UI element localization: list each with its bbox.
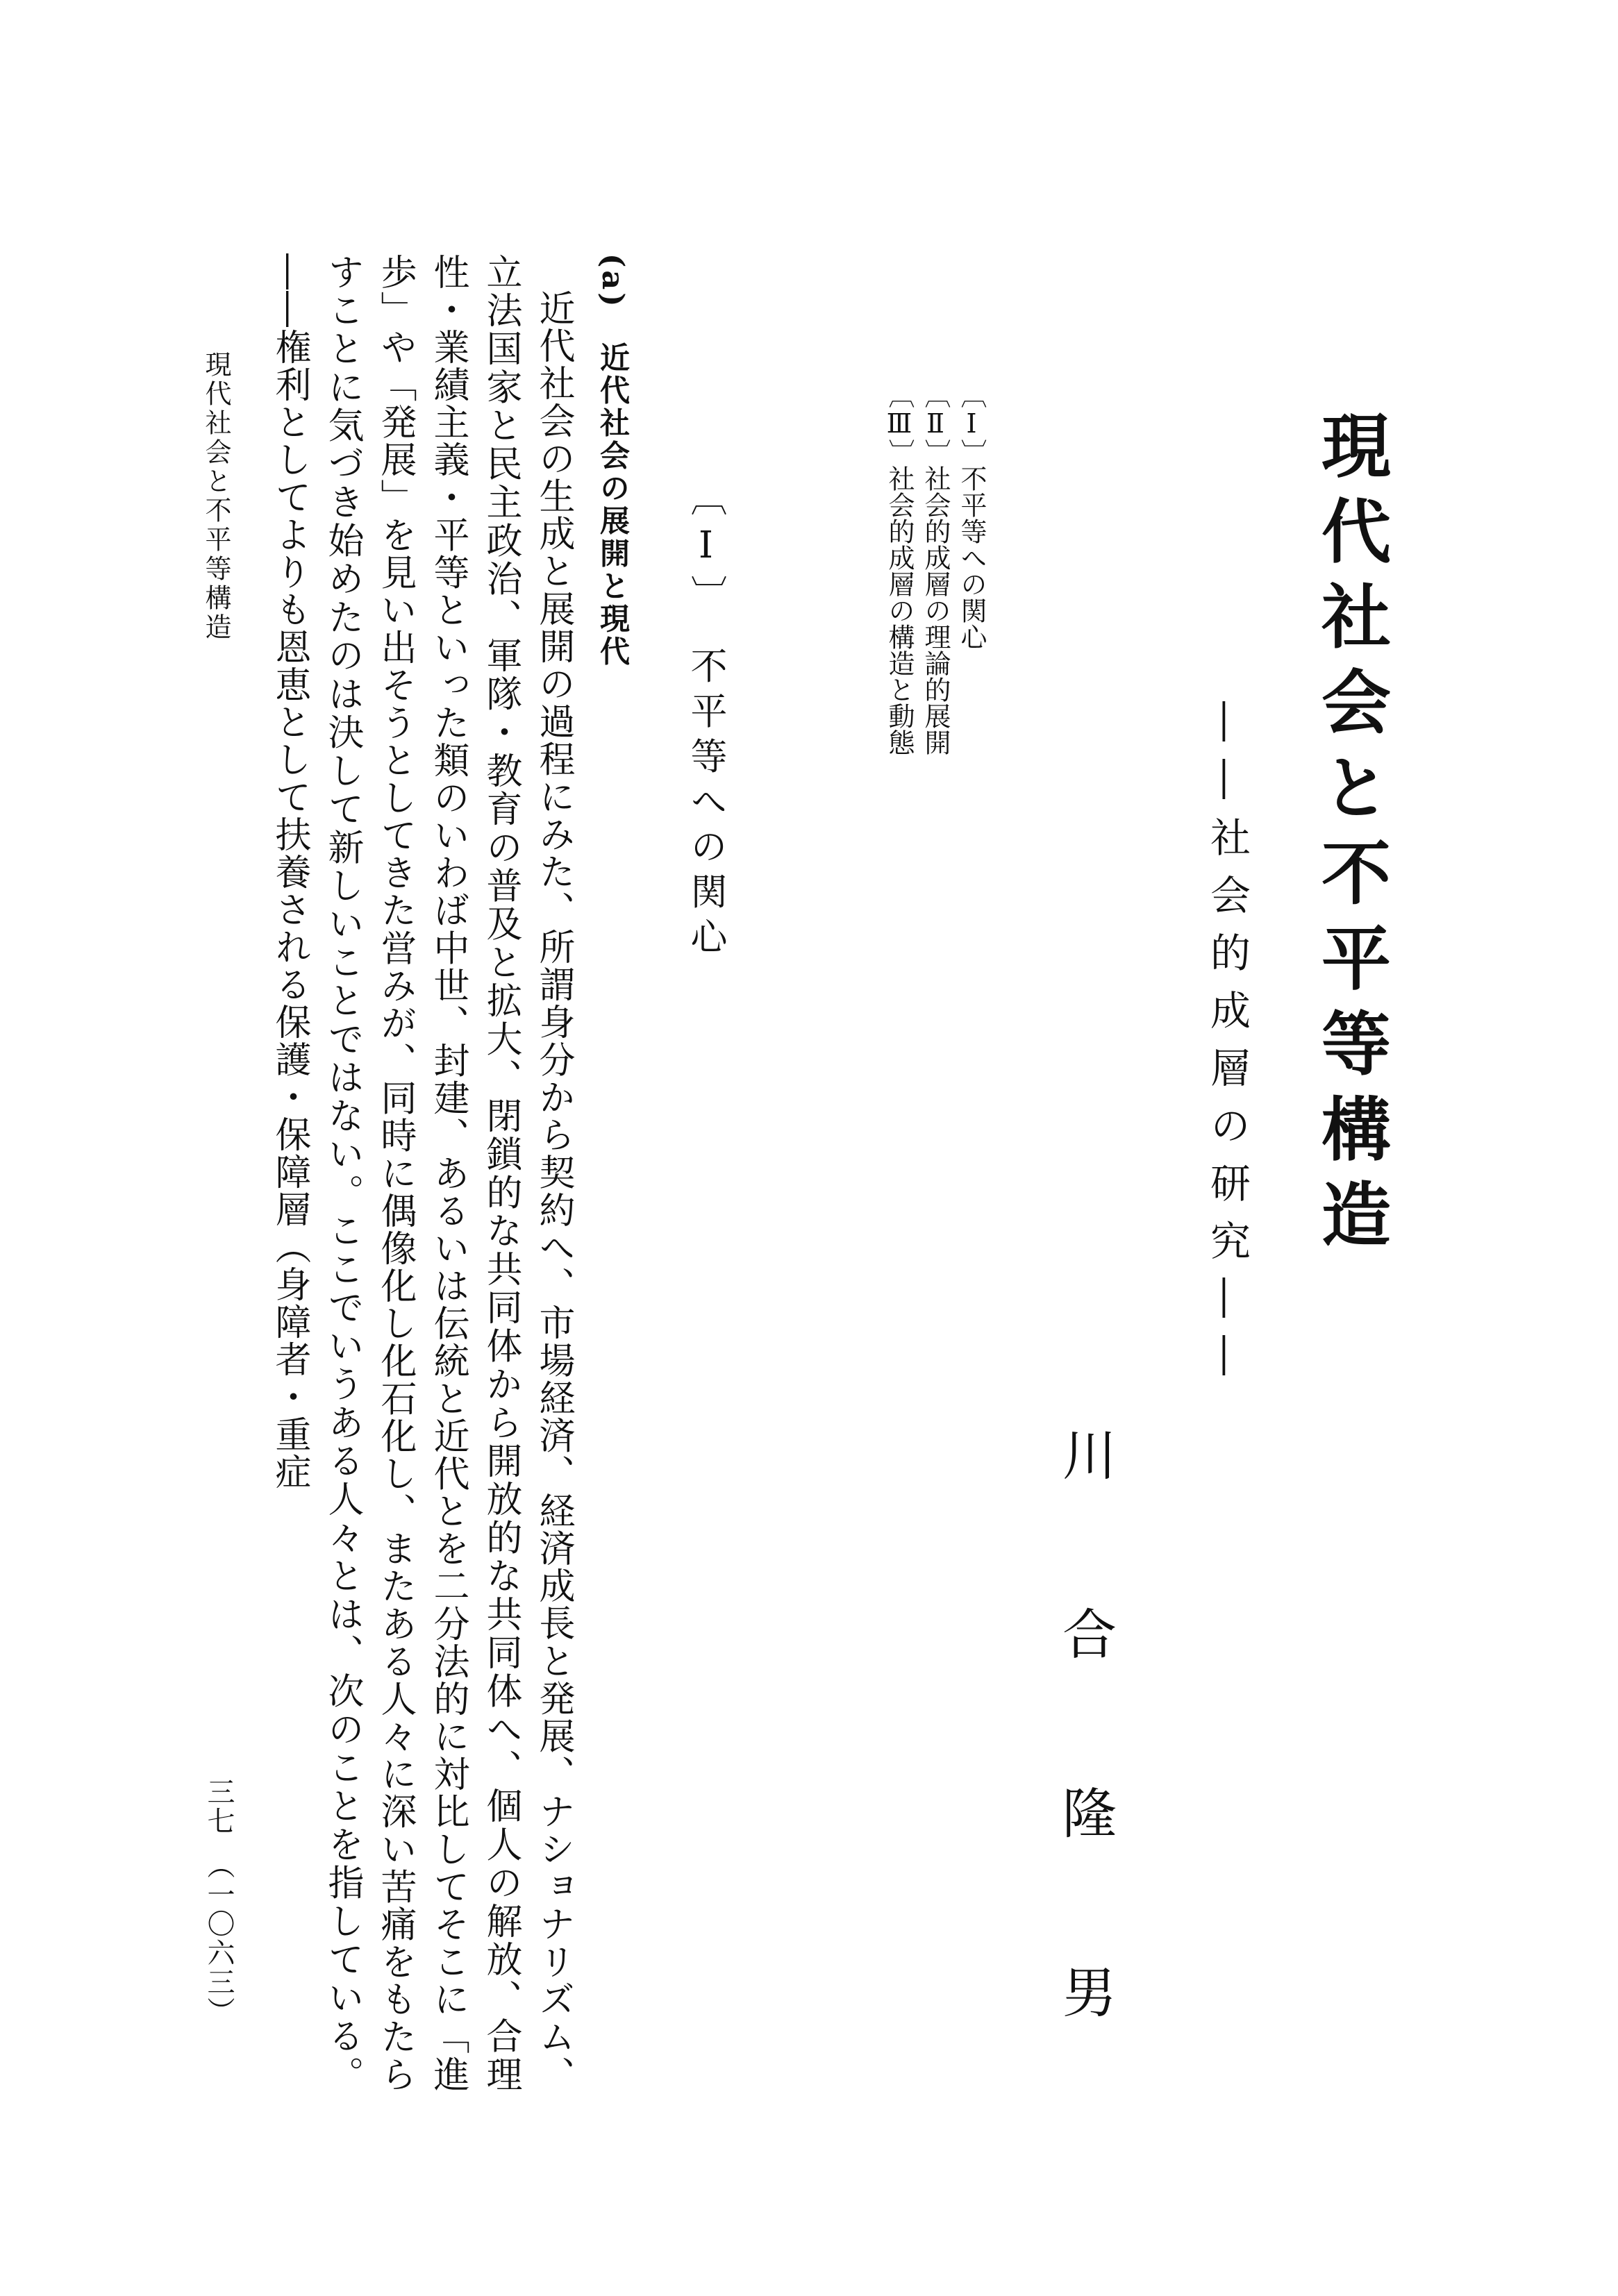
table-of-contents (819, 382, 990, 755)
author-name: 川合隆男 (1053, 1427, 1116, 2143)
running-head: 現代社会と不平等構造 (201, 351, 231, 642)
toc-item-3: 〔Ⅲ〕社会的成層の構造と動態 (884, 382, 915, 755)
body-text-block (267, 253, 580, 2093)
subsection-heading: (a) 近代社会の展開と現代 (595, 253, 630, 669)
toc-item-1: 〔Ⅰ〕不平等への関心 (956, 382, 987, 650)
section-heading: 〔Ⅰ〕 不平等への関心 (685, 479, 727, 963)
document-title: 現代社会と不平等構造 (1310, 410, 1392, 1264)
page-number: 三七 （一〇六三） (203, 1777, 235, 2026)
toc-item-2: 〔Ⅱ〕社会的成層の理論的展開 (920, 382, 951, 755)
document-subtitle: ――社会的成層の研究―― (1203, 701, 1251, 1393)
body-paragraph: 近代社会の生成と展開の過程にみた、所謂身分から契約へ、市場経済、経済成長と発展、ナショナリズム、立法国家と民主政治、軍隊・教育の普及と拡大、閉鎖的な共同体から開放的な共同体へ、個人の解放、合理性・業績主義・平等といった類のいわば中世、封建、あるいは伝統と近代とを二分法的に対比してそこに「進歩」や「発展」を見い出そうとしてきた営みが、同時に偶像化し化石化し、またある人々に深い苦痛をもたらすことに気づき始めたのは決して新しいことではない。ここでいうある人々とは、次のことを指している。――権利としてよりも恩恵として扶養される保護・保障層（身障者・重症 (269, 253, 574, 2094)
